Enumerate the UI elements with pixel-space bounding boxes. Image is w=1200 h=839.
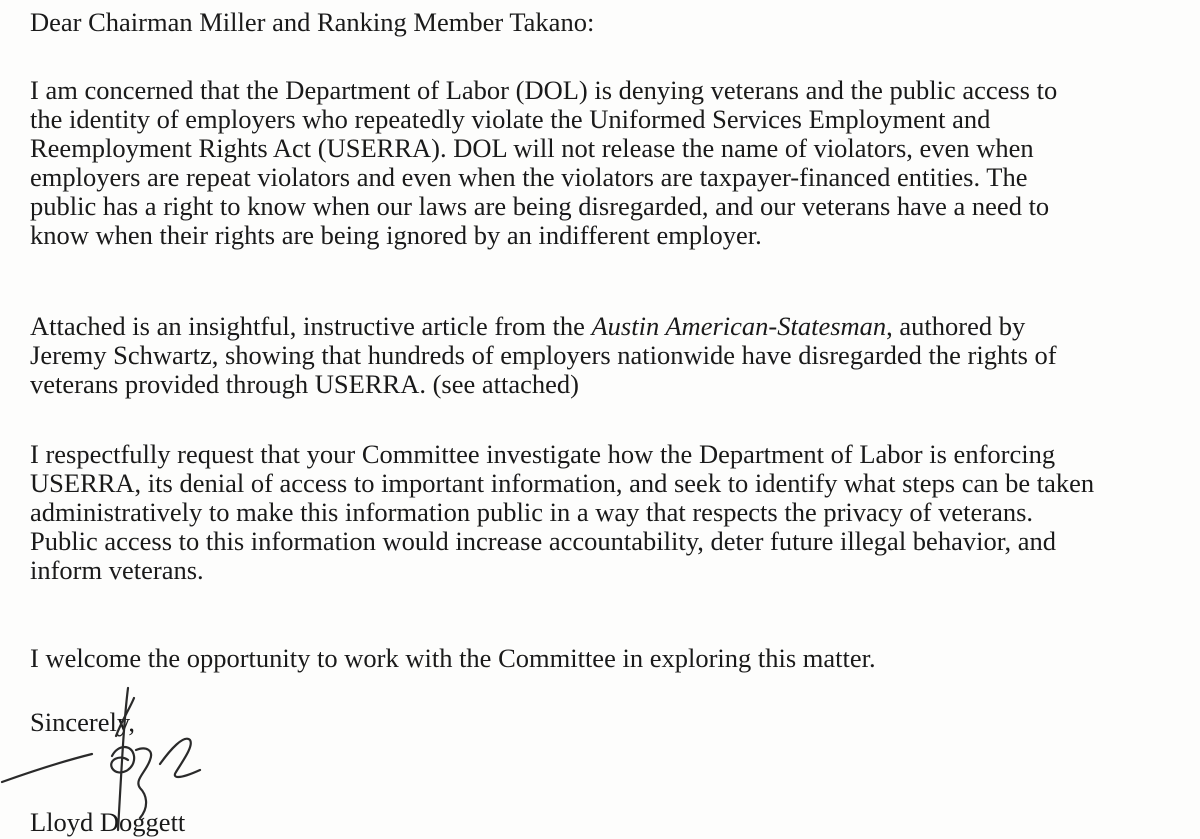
article-intro-text: Attached is an insightful, instructive article from the	[30, 311, 592, 341]
paragraph-article	[30, 312, 1057, 399]
paragraph-request	[30, 440, 1094, 585]
paragraph-concern	[30, 76, 1057, 250]
paragraph-line: USERRA, its denial of access to important information, and seek to identify what steps can be taken	[30, 468, 1095, 498]
signer-name: Lloyd Doggett	[30, 807, 186, 837]
paragraph-line: I welcome the opportunity to work with the Committee in exploring this matter.	[30, 643, 876, 673]
paragraph-line: I am concerned that the Department of Labor (DOL) is denying veterans and the public access to	[30, 75, 1058, 105]
paragraph-line: inform veterans.	[30, 555, 204, 585]
paragraph-line: know when their rights are being ignored by an indifferent employer.	[30, 220, 762, 250]
closing: Sincerely,	[30, 707, 135, 737]
paragraph-welcome	[30, 644, 876, 673]
paragraph-line: Reemployment Rights Act (USERRA). DOL will not release the name of violators, even when	[30, 133, 1034, 163]
paragraph-line: the identity of employers who repeatedly violate the Uniformed Services Employment and	[30, 104, 991, 134]
paragraph-line: administratively to make this information public in a way that respects the privacy of veterans.	[30, 497, 1034, 527]
salutation: Dear Chairman Miller and Ranking Member Takano:	[30, 7, 595, 37]
article-intro-text-end: , authored by	[886, 311, 1026, 341]
paragraph-line: public has a right to know when our laws are being disregarded, and our veterans have a need to	[30, 191, 1050, 221]
paragraph-line: Jeremy Schwartz, showing that hundreds of employers nationwide have disregarded the rights of	[30, 340, 1057, 370]
newspaper-title: Austin American-Statesman	[591, 311, 887, 341]
paragraph-line: employers are repeat violators and even when the violators are taxpayer-financed entities. The	[30, 162, 1028, 192]
paragraph-line: Public access to this information would increase accountability, deter future illegal behavior, and	[30, 526, 1056, 556]
paragraph-line: I respectfully request that your Committee investigate how the Department of Labor is enforcing	[30, 439, 1056, 469]
paragraph-line: veterans provided through USERRA. (see attached)	[30, 369, 579, 399]
paragraph-line	[30, 312, 1057, 341]
